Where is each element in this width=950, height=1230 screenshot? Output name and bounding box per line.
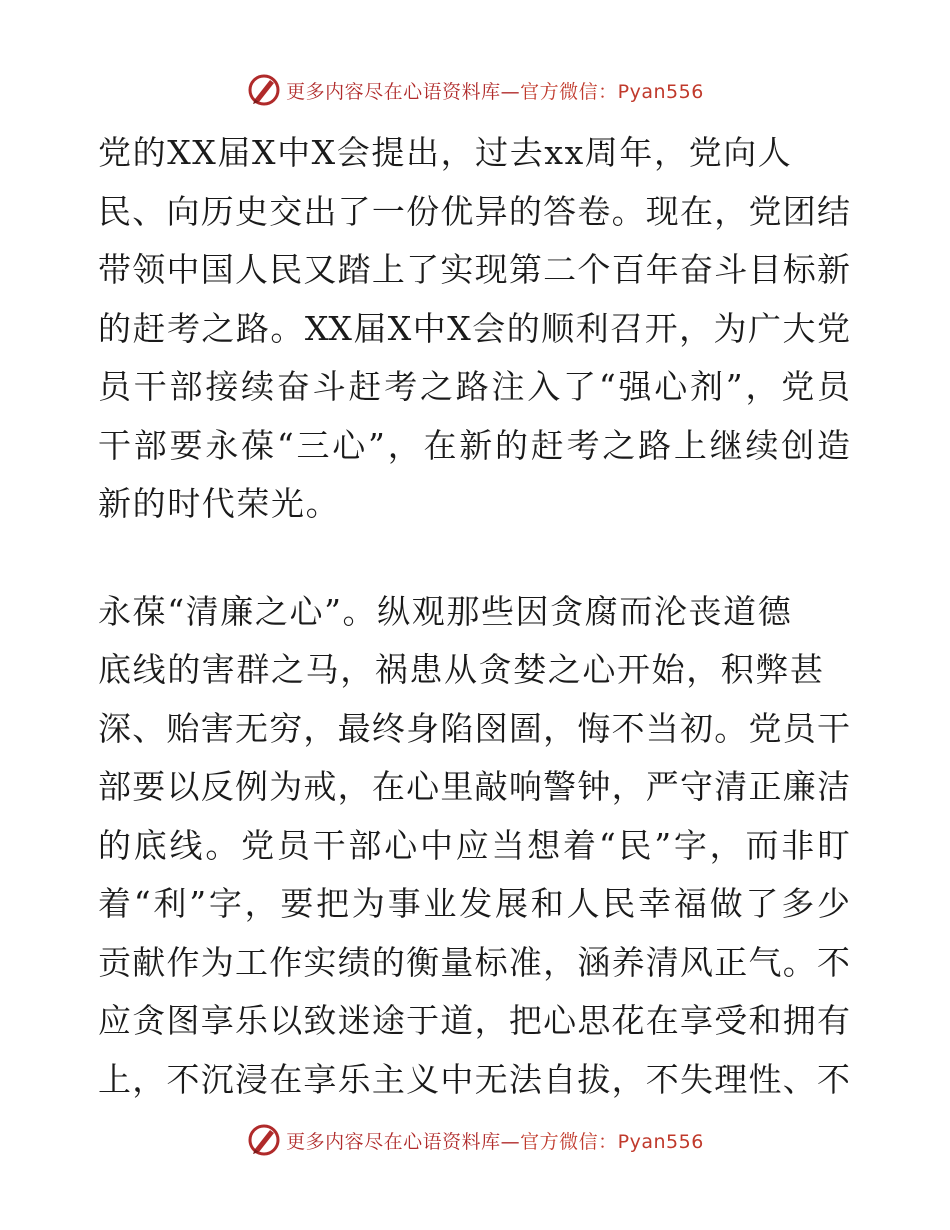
header-banner [0, 70, 950, 110]
text-line: 党的XX届X中X会提出，过去xx周年，党向人 [98, 133, 793, 172]
text-line: 上，不沉浸在享乐主义中无法自拔，不失理性、不 [98, 1059, 850, 1099]
text-line: 民、向历史交出了一份优异的答卷。现在，党团结 [98, 191, 850, 231]
paragraph-1 [98, 124, 850, 534]
text-line: 新的时代荣光。 [98, 484, 341, 523]
pen-logo-icon [246, 1122, 282, 1158]
text-line: 永葆“清廉之心”。纵观那些因贪腐而沦丧道德 [98, 591, 793, 631]
text-line: 底线的害群之马，祸患从贪婪之心开始，积弊甚 [98, 650, 825, 689]
header-banner-text: 更多内容尽在心语资料库— [286, 80, 521, 103]
text-line: 应贪图享乐以致迷途于道，把心思花在享受和拥有 [98, 1001, 850, 1040]
footer-banner-text: 更多内容尽在心语资料库— [286, 1130, 521, 1153]
footer-banner-wechat: 官方微信：Pyan556 [520, 1130, 704, 1153]
paragraph-spacer [98, 534, 850, 583]
pen-logo-icon [246, 72, 282, 108]
document-body [98, 124, 850, 1109]
header-banner-wechat: 官方微信：Pyan556 [520, 80, 704, 103]
paragraph-2 [98, 583, 850, 1110]
text-line: 员干部接续奋斗赶考之路注入了“强心剂”，党员 [98, 367, 850, 406]
text-line: 带领中国人民又踏上了实现第二个百年奋斗目标新 [98, 250, 850, 289]
text-line: 贡献作为工作实绩的衡量标准，涵养清风正气。不 [98, 942, 850, 982]
footer-banner [0, 1120, 950, 1160]
text-line: 着“利”字，要把为事业发展和人民幸福做了多少 [98, 884, 850, 923]
text-line: 干部要永葆“三心”，在新的赶考之路上继续创造 [98, 425, 850, 465]
text-line: 深、贻害无穷，最终身陷囹圄，悔不当初。党员干 [98, 708, 850, 748]
text-line: 的赶考之路。XX届X中X会的顺利召开，为广大党 [98, 308, 850, 348]
text-line: 部要以反例为戒，在心里敲响警钟，严守清正廉洁 [98, 767, 850, 806]
text-line: 的底线。党员干部心中应当想着“民”字，而非盯 [98, 825, 850, 865]
